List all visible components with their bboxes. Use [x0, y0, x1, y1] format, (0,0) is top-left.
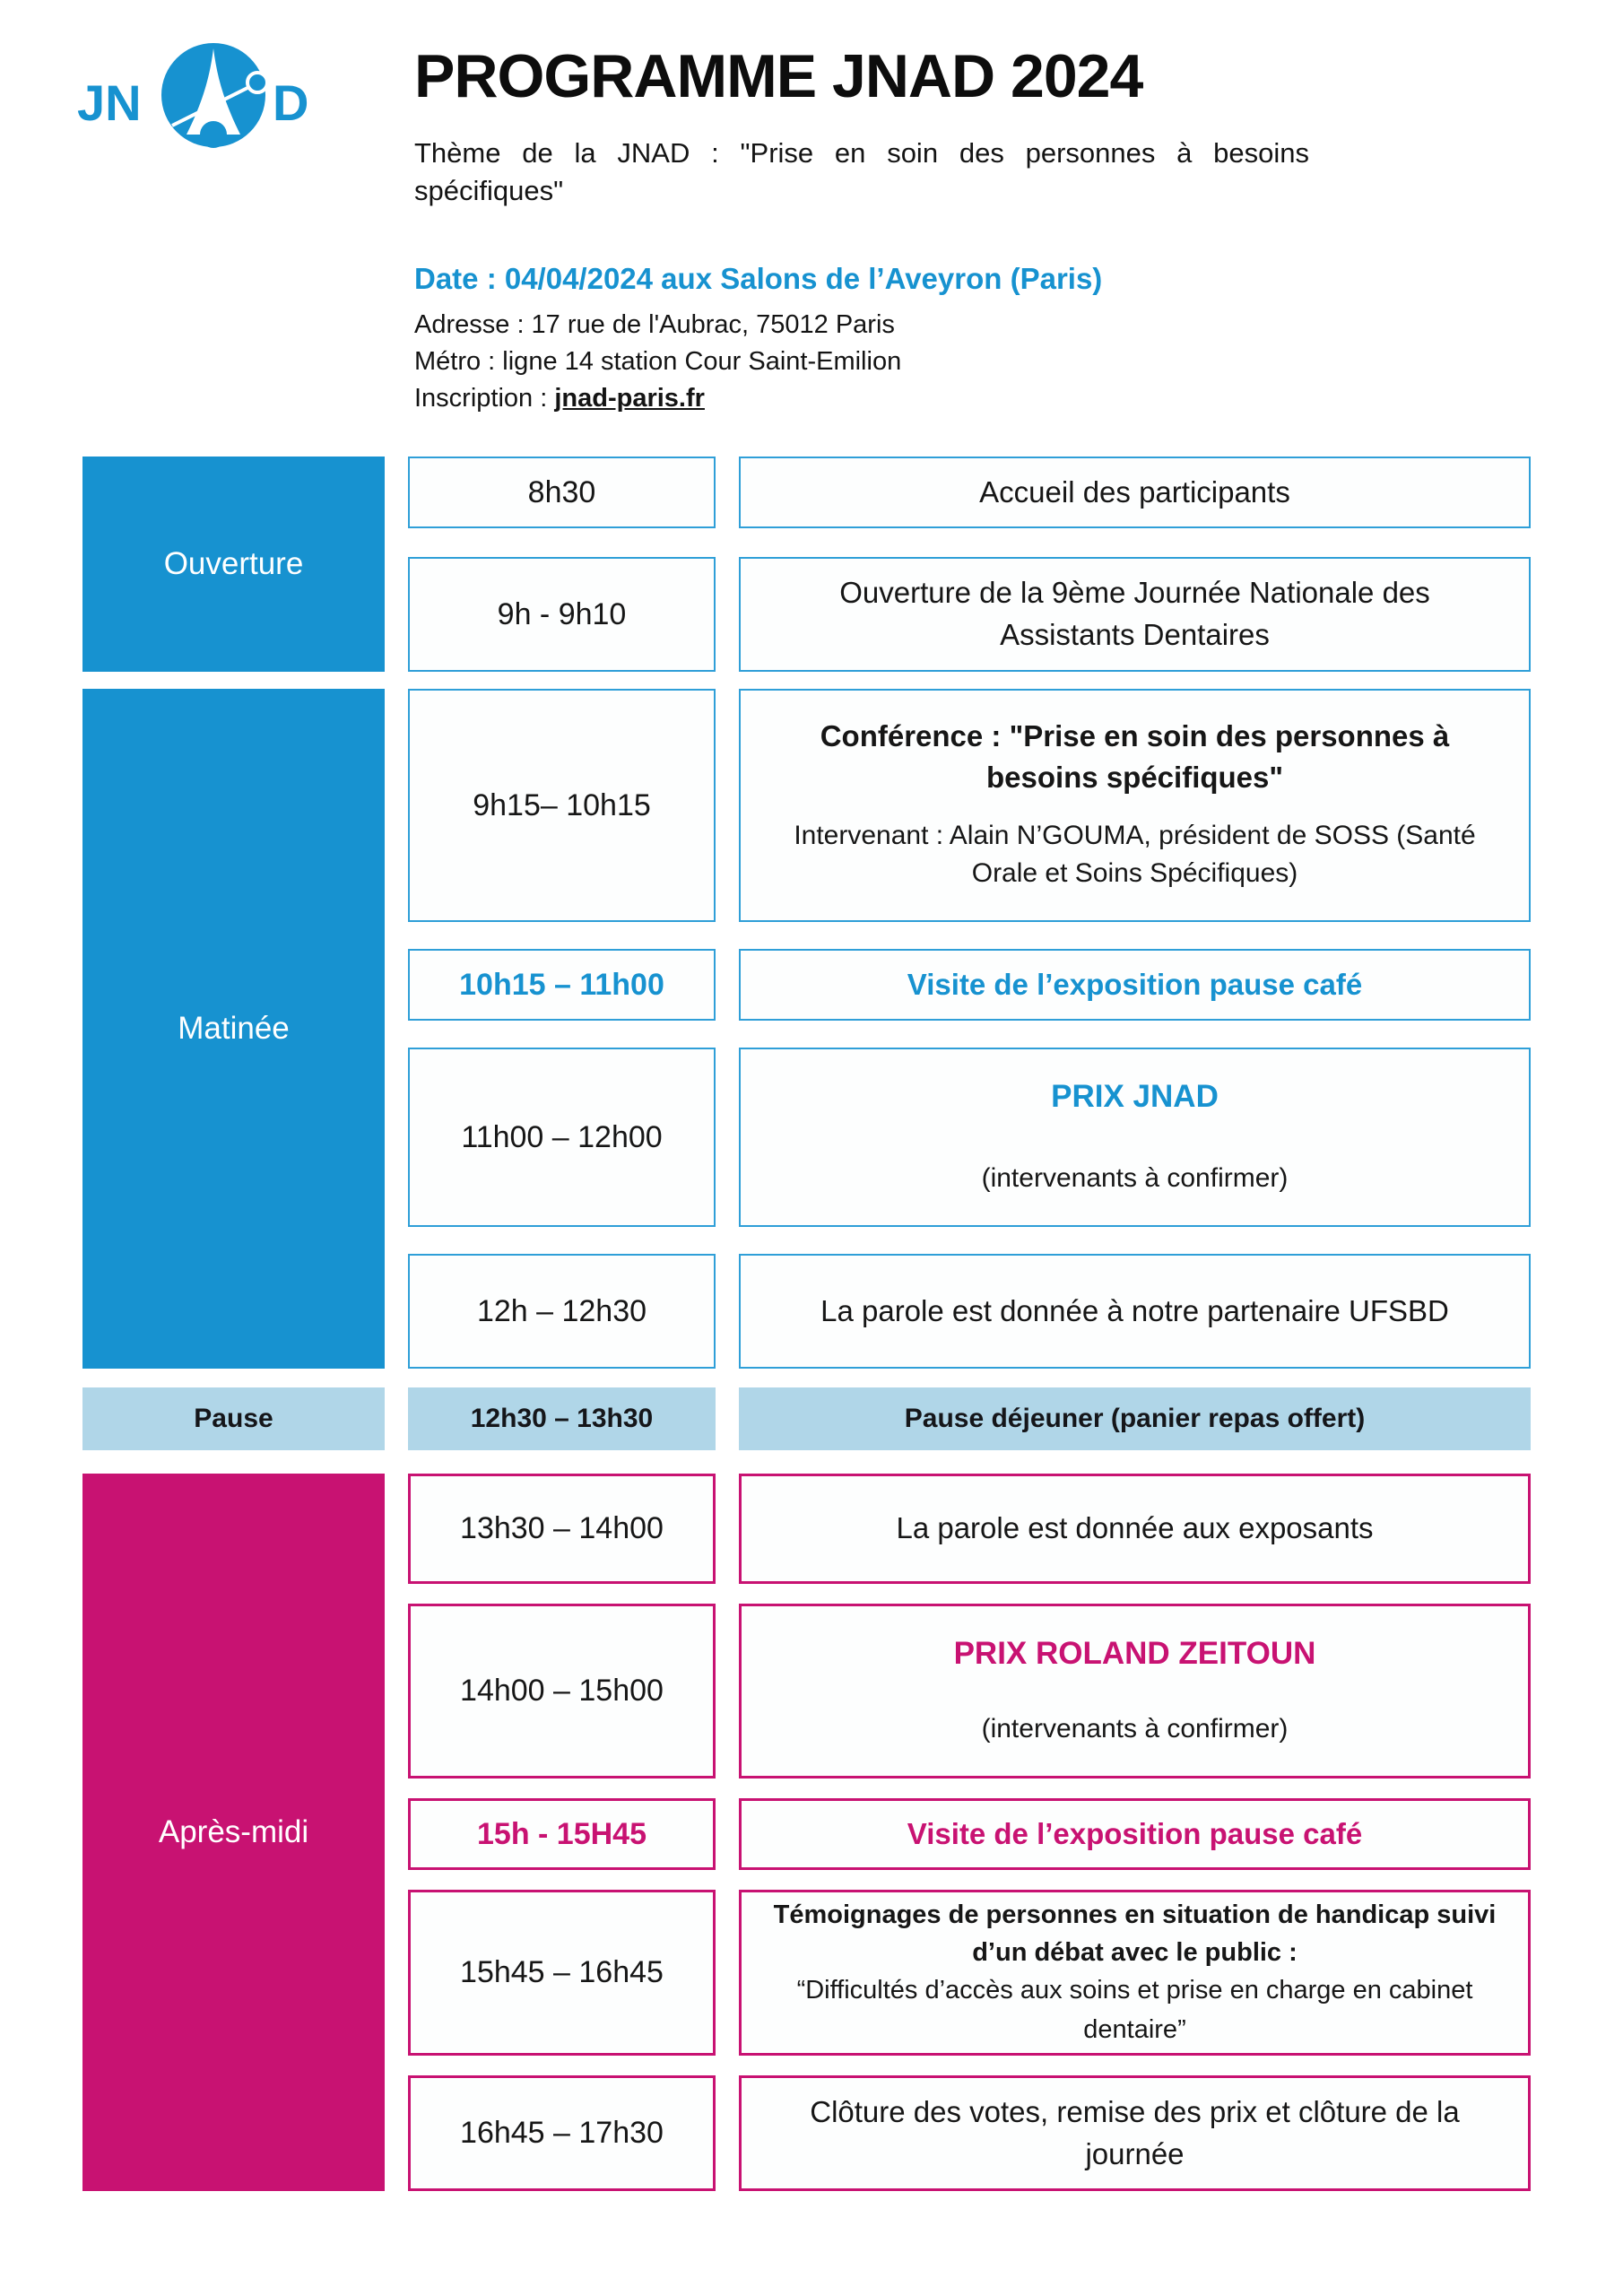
- time-cell: 8h30: [408, 457, 716, 528]
- time-cell: 11h00 – 12h00: [408, 1048, 716, 1227]
- event-cell-prix-jnad: [739, 1048, 1531, 1227]
- event-date: Date : 04/04/2024 aux Salons de l’Aveyron (Paris): [414, 261, 1103, 295]
- logo-jn-text: JN: [77, 74, 142, 131]
- event-cell: La parole est donnée aux exposants: [739, 1474, 1531, 1584]
- page-title: PROGRAMME JNAD 2024: [414, 42, 1143, 110]
- time-cell: 10h15 – 11h00: [408, 949, 716, 1021]
- schedule-table: [0, 457, 1623, 2191]
- jnad-logo: [77, 36, 310, 161]
- event-cell-prix-roland-zeitoun: [739, 1604, 1531, 1779]
- event-cell-expo-visit: Visite de l’exposition pause café: [739, 949, 1531, 1021]
- section-matinee: [82, 689, 1531, 1369]
- event-cell: Ouverture de la 9ème Journée Nationale des Assistants Dentaires: [739, 557, 1531, 672]
- prix-roland-zeitoun-title: PRIX ROLAND ZEITOUN: [953, 1636, 1316, 1671]
- event-cell-lunch: Pause déjeuner (panier repas offert): [739, 1387, 1531, 1450]
- time-cell: 14h00 – 15h00: [408, 1604, 716, 1779]
- section-ouverture: [82, 457, 1531, 672]
- event-cell-conference: [739, 689, 1531, 922]
- section-label-apres-midi: Après-midi: [82, 1474, 385, 2191]
- event-cell: Accueil des participants: [739, 457, 1531, 528]
- time-cell: 9h15– 10h15: [408, 689, 716, 922]
- section-pause: [82, 1387, 1531, 1450]
- section-label-pause: Pause: [82, 1387, 385, 1450]
- address-line: Adresse : 17 rue de l'Aubrac, 75012 Paris: [414, 309, 895, 339]
- logo-d-text: D: [273, 74, 309, 131]
- registration-line: [414, 384, 1309, 413]
- time-cell: 15h - 15H45: [408, 1798, 716, 1870]
- time-cell: 12h – 12h30: [408, 1254, 716, 1369]
- event-cell-expo-visit: Visite de l’exposition pause café: [739, 1798, 1531, 1870]
- time-cell: 16h45 – 17h30: [408, 2075, 716, 2191]
- theme-text: Thème de la JNAD : "Prise en soin des personnes à besoins spécifiques": [414, 137, 1309, 206]
- time-cell: 15h45 – 16h45: [408, 1890, 716, 2056]
- time-cell: 9h - 9h10: [408, 557, 716, 672]
- time-cell: 13h30 – 14h00: [408, 1474, 716, 1584]
- temoignages-title: Témoignages de personnes en situation de handicap suivi d’un débat avec le public :: [773, 1900, 1497, 1967]
- prix-jnad-note: (intervenants à confirmer): [981, 1163, 1289, 1194]
- event-cell: Clôture des votes, remise des prix et clôture de la journée: [739, 2075, 1531, 2191]
- registration-label: Inscription :: [414, 383, 555, 413]
- section-apres-midi: [82, 1474, 1531, 2191]
- prix-jnad-title: PRIX JNAD: [1051, 1079, 1219, 1114]
- header: [414, 41, 1309, 421]
- prix-roland-zeitoun-note: (intervenants à confirmer): [981, 1714, 1289, 1744]
- metro-line: Métro : ligne 14 station Cour Saint-Emilion: [414, 346, 902, 376]
- temoignages-quote: “Difficultés d’accès aux soins et prise en charge en cabinet dentaire”: [796, 1976, 1473, 2044]
- event-cell: La parole est donnée à notre partenaire UFSBD: [739, 1254, 1531, 1369]
- time-cell: 12h30 – 13h30: [408, 1387, 716, 1450]
- conference-title: Conférence : "Prise en soin des personnes à besoins spécifiques": [820, 719, 1450, 795]
- event-cell-temoignages: [739, 1890, 1531, 2056]
- section-label-ouverture: Ouverture: [82, 457, 385, 672]
- registration-link[interactable]: jnad-paris.fr: [554, 383, 705, 413]
- section-label-matinee: Matinée: [82, 689, 385, 1369]
- conference-speaker: Intervenant : Alain N’GOUMA, président de SOSS (Santé Orale et Soins Spécifiques): [794, 820, 1476, 889]
- eiffel-tower-dental-mirror-icon: [77, 36, 310, 161]
